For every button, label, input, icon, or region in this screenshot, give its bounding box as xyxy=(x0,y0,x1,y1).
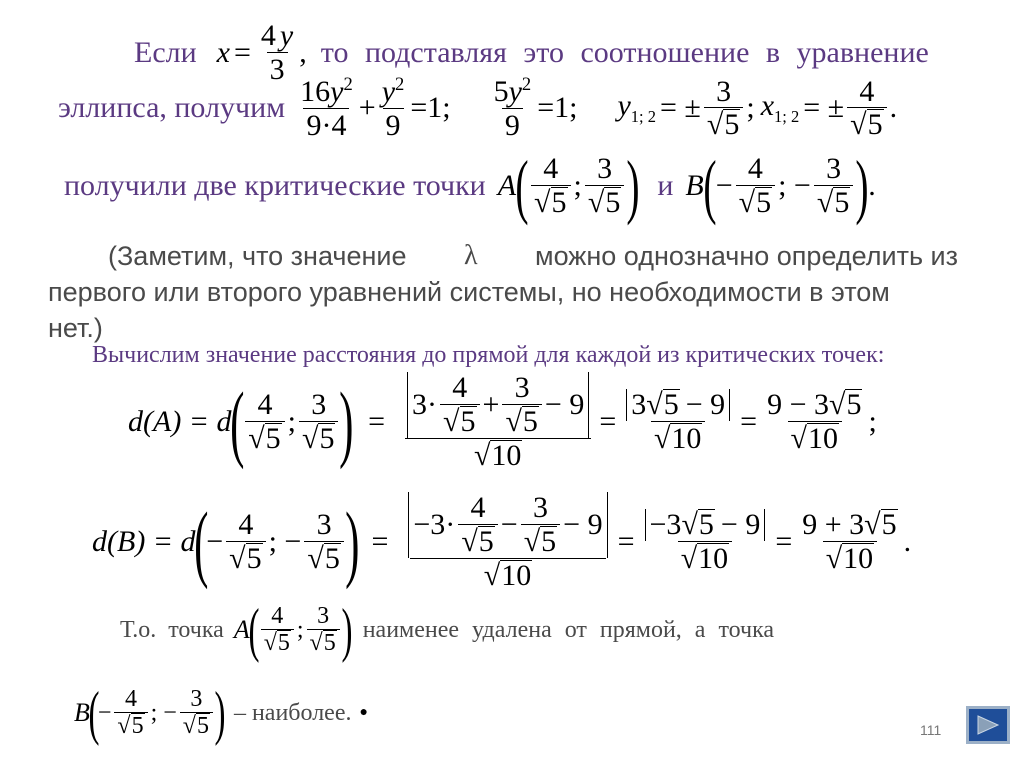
note-line-3: нет.) xyxy=(48,313,103,343)
fraction-5y2-9: $\frac{5y^2}{9}$ xyxy=(493,74,532,142)
left-paren: ( xyxy=(248,597,260,663)
right-paren: ) xyxy=(626,146,640,226)
mid-fraction: 3 √ 5 − 9 √ 10 xyxy=(623,389,733,455)
minus: − xyxy=(206,524,224,558)
frac: 3 √ 5 xyxy=(180,687,213,740)
concl1-rest: наименее удалена от прямой, а точка xyxy=(362,616,775,643)
line3-lead: получили две критические точки xyxy=(64,169,486,202)
big-fraction: −3· 4 √ 5 − 3 √ 5 − 9 √ 10 xyxy=(405,492,610,592)
semicolon: ; xyxy=(573,169,582,202)
conclusion-line-1 xyxy=(120,597,775,663)
mid-fraction: −3 √ 5 − 9 √ 10 xyxy=(642,509,769,575)
frac-b2: 3 √ 5 xyxy=(814,153,853,219)
y-var: $y_{1; 2}$ xyxy=(617,89,657,127)
x-var-2: $x_{1; 2}$ xyxy=(760,89,800,127)
d-b-equation xyxy=(92,492,911,592)
eq-sign: = xyxy=(234,35,251,69)
semicolon-end: ; xyxy=(868,404,877,438)
concl2-rest: – наиболее. xyxy=(233,699,352,726)
point-b-label: B xyxy=(74,698,90,727)
minus: − xyxy=(97,699,112,726)
left-paren: ( xyxy=(703,146,717,226)
semicolon: ; xyxy=(746,91,755,125)
plus-minus-2: = ± xyxy=(803,91,845,125)
semicolon: ; xyxy=(296,616,304,643)
fraction-4-sqrt5: 4 √ 5 xyxy=(847,76,886,142)
frac-a2: 3 √ 5 xyxy=(585,153,624,219)
eq: = xyxy=(368,404,386,438)
plus-minus: = ± xyxy=(660,91,701,125)
minus: − xyxy=(715,169,733,202)
left-paren: ( xyxy=(193,493,209,590)
x-var: x xyxy=(216,35,230,69)
frac: 3 √ 5 xyxy=(304,509,343,575)
frac: 4 √ 5 xyxy=(245,389,284,455)
right-paren: ) xyxy=(855,146,869,226)
plus-sign: + xyxy=(358,91,376,125)
note-l1b: можно однозначно определить из xyxy=(535,241,958,271)
eq: = xyxy=(775,524,793,558)
result-fraction: 9 − 3 √ 5 √ 10 xyxy=(767,388,862,455)
frac: 4 √ 5 xyxy=(261,604,294,657)
point-a-label: A xyxy=(233,615,250,644)
line-3 xyxy=(64,146,876,226)
period: . xyxy=(889,91,898,125)
line1-rest: то подставляя это соотношение в уравнение xyxy=(320,35,929,69)
big-fraction: 3· 4 √ 5 + 3 √ 5 − 9 √ 10 xyxy=(404,372,592,472)
line-2 xyxy=(58,75,897,142)
page-number: 111 xyxy=(920,722,942,738)
concl1-lead: Т.о. точка xyxy=(120,616,224,643)
d-a-lhs: d(A) = d xyxy=(128,404,232,438)
frac: 4 √ 5 xyxy=(114,687,147,740)
period-end: . xyxy=(903,524,912,558)
d-a-equation xyxy=(128,372,877,472)
eq: = xyxy=(599,404,617,438)
eq: = xyxy=(740,404,758,438)
frac-b1: 4 √ 5 xyxy=(736,153,775,219)
left-paren: ( xyxy=(229,373,245,470)
eq: = xyxy=(617,524,635,558)
left-paren: ( xyxy=(88,680,100,746)
lambda-symbol: λ xyxy=(463,240,478,271)
frac-a1: 4 √ 5 xyxy=(531,153,570,219)
note-line-2: первого или второго уравнений системы, но необходимости в этом xyxy=(48,277,890,307)
note-l1: (Заметим, что значение xyxy=(108,241,407,271)
right-paren: ) xyxy=(214,680,226,746)
and-word: и xyxy=(657,169,674,202)
left-paren: ( xyxy=(515,146,529,226)
line1-lead: Если xyxy=(134,35,197,69)
fraction-4y-3: $\frac{4 y}{3}$ xyxy=(260,19,294,86)
next-slide-button[interactable] xyxy=(966,706,1010,744)
right-paren: ) xyxy=(339,373,354,470)
note-paragraph xyxy=(48,238,958,346)
equals-one: =1; xyxy=(410,91,451,125)
period: . xyxy=(868,169,876,202)
point-a-label: A xyxy=(497,169,517,202)
right-paren: ) xyxy=(341,597,353,663)
semicolon-minus: ; − xyxy=(150,699,177,726)
comma: , xyxy=(299,35,307,69)
end-bullet: ● xyxy=(359,705,368,720)
semicolon-minus: ; − xyxy=(778,169,811,202)
fraction-y2-9: $\frac{y^2}{9}$ xyxy=(381,74,405,142)
result-fraction: 9 + 3 √ 5 √ 10 xyxy=(802,508,897,575)
compute-title: Вычислим значение расстояния до прямой для каждой из критических точек: xyxy=(92,342,885,368)
equals-one-2: =1; xyxy=(537,91,578,125)
line2-lead: эллипса, получим xyxy=(58,91,286,125)
fraction-3-sqrt5: 3 √ 5 xyxy=(704,76,743,142)
semicolon-minus: ; − xyxy=(268,524,302,558)
conclusion-line-2 xyxy=(74,680,368,746)
frac: 3 √ 5 xyxy=(299,389,338,455)
note-line-1 xyxy=(48,238,958,274)
right-paren: ) xyxy=(344,493,360,590)
play-right-icon xyxy=(975,714,1001,736)
eq: = xyxy=(371,524,389,558)
d-b-lhs: d(B) = d xyxy=(92,524,196,558)
semicolon: ; xyxy=(287,404,297,438)
point-b-label: B xyxy=(685,169,704,202)
fraction-16y2: $\frac{16y^2}{9\cdot 4}$ xyxy=(300,74,353,142)
frac: 3 √ 5 xyxy=(307,604,340,657)
frac: 4 √ 5 xyxy=(226,509,265,575)
